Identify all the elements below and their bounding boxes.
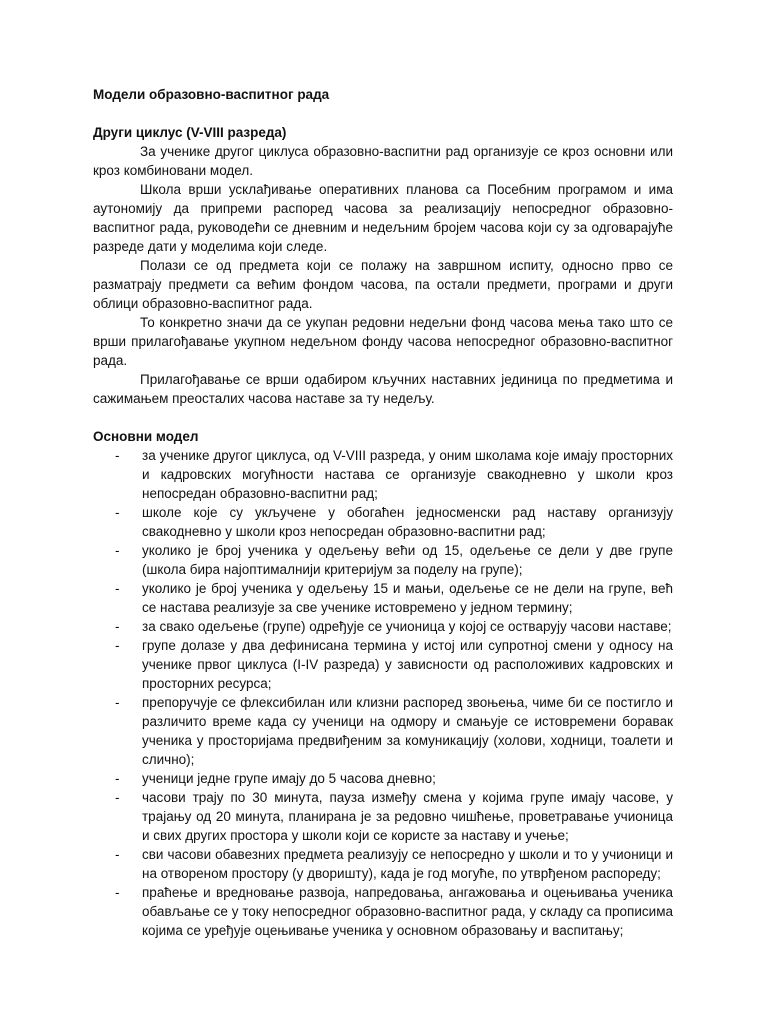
- list-item: [93, 503, 673, 541]
- bullet-marker: -: [115, 771, 120, 786]
- paragraph: За ученике другог циклуса образовно-васпитни рад организује се кроз основни или кроз комбиновани модел.: [93, 144, 673, 178]
- bullet-marker: -: [115, 543, 120, 558]
- document-title: Модели образовно-васпитног рада: [93, 87, 330, 102]
- list-item-text: школе које су укључене у обогаћен једносменски рад наставу организују свакодневно у школи кроз непосредан образовно-васпитни рад;: [142, 505, 673, 539]
- list-item-text: праћење и вредновање развоја, напредовања, ангажовања и оцењивања ученика обављање се у току непосредног образовно-васпитног рада, у складу са прописима којима се уређује оцењивање ученика у основном образовању и васпитању;: [142, 885, 673, 938]
- list-item-text: за ученике другог циклуса, од V-VIII разреда, у оним школама које имају просторних и кадровских могућности настава се организује свакодневно у школи кроз непосредан образовно-васпитни рад;: [142, 448, 673, 501]
- list-item-text: за свако одељење (групе) одређује се учионица у којој се остварују часови наставе;: [142, 619, 672, 634]
- paragraph: То конкретно значи да се укупан редовни недељни фонд часова мења тако што се врши прилагођавање укупном недељном фонду часова непосредног образовно-васпитног рада.: [93, 315, 673, 368]
- list-item-text: уколико је број ученика у одељењу већи од 15, одељење се дели у две групе (школа бира најоптималнији критеријум за поделу на групе);: [142, 543, 673, 577]
- bullet-list: [93, 446, 673, 940]
- list-item: [93, 693, 673, 769]
- bullet-marker: -: [115, 790, 120, 805]
- list-item: [93, 446, 673, 503]
- list-item: [93, 845, 673, 883]
- list-item: [93, 579, 673, 617]
- list-item: [93, 883, 673, 940]
- section-heading-cycle-two: Други циклус (V-VIII разреда): [93, 125, 287, 140]
- paragraph: Школа врши усклађивање оперативних планова са Посебним програмом и има аутономију да припреми распоред часова за реализацију непосредног образовно-васпитног рада, руководећи се дневним и недељним бројем часова који су за одговарајуће разреде дати у моделима који следе.: [93, 182, 673, 254]
- bullet-marker: -: [115, 448, 120, 463]
- bullet-marker: -: [115, 505, 120, 520]
- list-item-text: сви часови обавезних предмета реализују се непосредно у школи и то у учионици и на отвореном простору (у дворишту), када је год могуће, по утврђеном распореду;: [142, 847, 673, 881]
- bullet-marker: -: [115, 847, 120, 862]
- bullet-marker: -: [115, 695, 120, 710]
- section-spacer: [93, 408, 673, 427]
- bullet-marker: -: [115, 619, 120, 634]
- list-item-text: групе долазе у два дефинисана термина у истој или супротној смени у односу на ученике првог циклуса (I-IV разреда) у зависности од расположивих кадровских и просторних ресурса;: [142, 638, 673, 691]
- list-item-text: препоручује се флексибилан или клизни распоред звоњења, чиме би се постигло и различито време када су ученици на одмору и смањује се истовремени боравак ученика у просторијама предвиђеним за комуникацију (холови, ходници, тоалети и слично);: [142, 695, 673, 767]
- bullet-marker: -: [115, 638, 120, 653]
- list-item: [93, 636, 673, 693]
- bullet-marker: -: [115, 885, 120, 900]
- paragraph: Полази се од предмета који се полажу на завршном испиту, односно прво се разматрају предмети са већим фондом часова, па остали предмети, програми и други облици образовно-васпитног рада.: [93, 258, 673, 311]
- list-item-text: уколико је број ученика у одељењу 15 и мањи, одељење се не дели на групе, већ се настава реализује за све ученике истовремено у једном термину;: [142, 581, 673, 615]
- section-heading-basic-model: Основни модел: [93, 429, 199, 444]
- list-item: [93, 769, 673, 788]
- list-item: [93, 541, 673, 579]
- list-item-text: ученици једне групе имају до 5 часова дневно;: [142, 771, 436, 786]
- bullet-marker: -: [115, 581, 120, 596]
- list-item: [93, 617, 673, 636]
- paragraph: Прилагођавање се врши одабиром кључних наставних јединица по предметима и сажимањем преосталих часова наставе за ту недељу.: [93, 372, 673, 406]
- list-item: [93, 788, 673, 845]
- list-item-text: часови трају по 30 минута, пауза између смена у којима групе имају часове, у трајању од 20 минута, планирана је за редовно чишћење, проветравање учионица и свих других простора у школи који се користе за наставу и учење;: [142, 790, 673, 843]
